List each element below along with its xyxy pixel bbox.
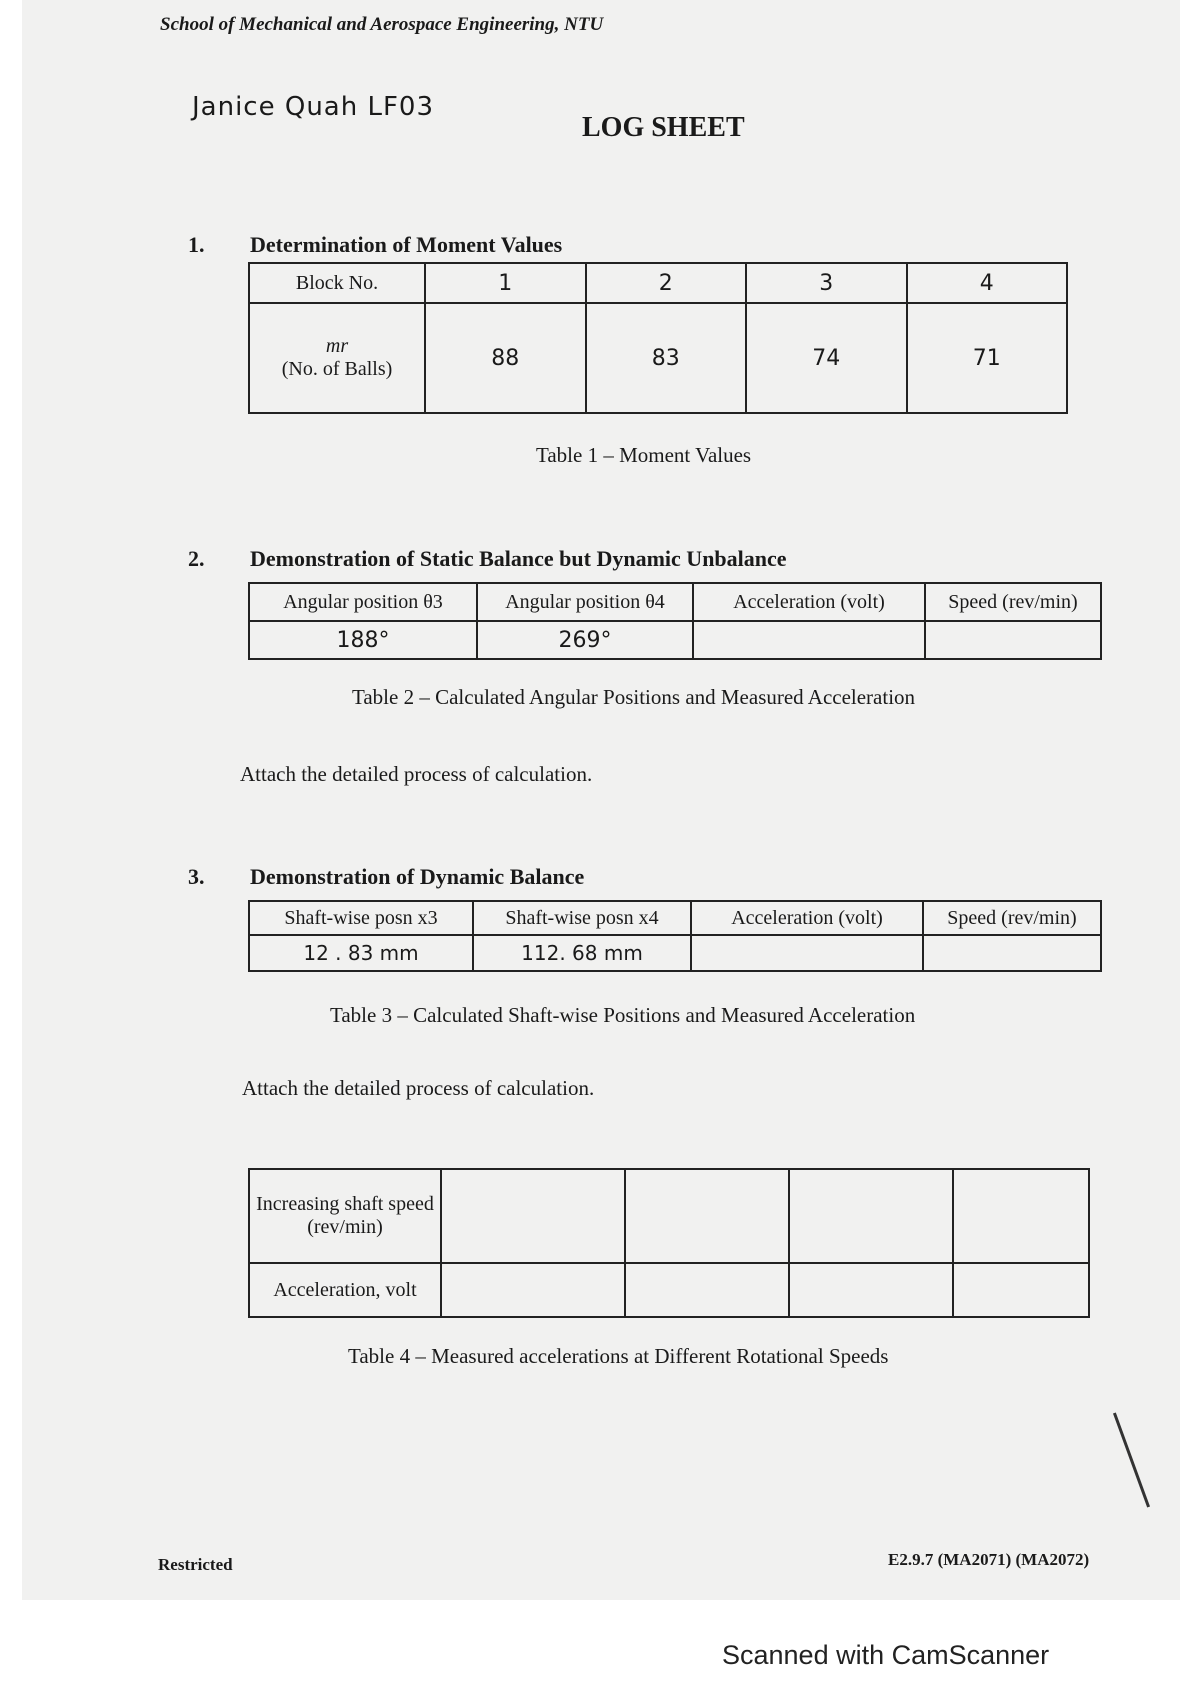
school-header: School of Mechanical and Aerospace Engineering, NTU [160, 14, 604, 35]
block-number-cell: 4 [907, 263, 1068, 303]
empty-cell [789, 1169, 953, 1263]
footer-course-code: E2.9.7 (MA2071) (MA2072) [888, 1550, 1090, 1569]
section-2-number: 2. [188, 546, 205, 571]
table-header-cell: Angular position θ4 [477, 583, 693, 621]
section-3-title: Demonstration of Dynamic Balance [250, 864, 585, 889]
theta3-value-cell: 188° [249, 621, 477, 659]
empty-cell [441, 1169, 625, 1263]
moment-value-cell: 71 [907, 303, 1068, 413]
x4-value-cell: 112. 68 mm [473, 935, 691, 971]
block-number-cell: 3 [746, 263, 907, 303]
table-header-cell: Acceleration (volt) [693, 583, 925, 621]
empty-cell [441, 1263, 625, 1317]
footer-restricted: Restricted [158, 1555, 233, 1574]
section-3-heading [188, 864, 584, 890]
table-header-cell: Speed (rev/min) [923, 901, 1101, 935]
student-name-handwritten: Janice Quah LF03 [192, 92, 435, 122]
moment-value-cell: 74 [746, 303, 907, 413]
accelerations-table [248, 1168, 1090, 1318]
attach-calculation-note: Attach the detailed process of calculation. [240, 762, 593, 786]
moment-value-cell: 88 [425, 303, 586, 413]
log-sheet-page [22, 0, 1180, 1600]
speed-value-cell [925, 621, 1101, 659]
empty-cell [953, 1169, 1089, 1263]
empty-cell [789, 1263, 953, 1317]
angular-positions-table [248, 582, 1102, 660]
block-number-cell: 2 [586, 263, 747, 303]
table-header-cell: Acceleration (volt) [691, 901, 923, 935]
table-4-caption: Table 4 – Measured accelerations at Different Rotational Speeds [348, 1344, 889, 1368]
camscanner-watermark: Scanned with CamScanner [722, 1640, 1050, 1670]
empty-cell [625, 1169, 789, 1263]
table-header-cell: Shaft-wise posn x4 [473, 901, 691, 935]
block-no-label: Block No. [249, 263, 425, 303]
acceleration-value-cell [693, 621, 925, 659]
section-1-heading [188, 232, 562, 258]
page-title: LOG SHEET [582, 112, 745, 143]
theta4-value-cell: 269° [477, 621, 693, 659]
block-number-cell: 1 [425, 263, 586, 303]
table-header-cell: Speed (rev/min) [925, 583, 1101, 621]
mr-symbol: mr [325, 335, 349, 357]
increasing-speed-label: Increasing shaft speed (rev/min) [249, 1169, 441, 1263]
moment-values-table [248, 262, 1068, 414]
section-1-title: Determination of Moment Values [250, 232, 563, 257]
table-3-caption: Table 3 – Calculated Shaft-wise Positions and Measured Acceleration [330, 1003, 916, 1027]
acceleration-volt-label: Acceleration, volt [249, 1263, 441, 1317]
table-1-caption: Table 1 – Moment Values [536, 443, 752, 467]
mr-label [249, 303, 425, 413]
section-3-number: 3. [188, 864, 205, 889]
empty-cell [953, 1263, 1089, 1317]
attach-calculation-note: Attach the detailed process of calculation. [242, 1076, 595, 1100]
acceleration-value-cell [691, 935, 923, 971]
section-2-heading [188, 546, 787, 572]
table-header-cell: Shaft-wise posn x3 [249, 901, 473, 935]
x3-value-cell: 12 . 83 mm [249, 935, 473, 971]
table-2-caption: Table 2 – Calculated Angular Positions and Measured Acceleration [352, 685, 916, 709]
section-2-title: Demonstration of Static Balance but Dynamic Unbalance [250, 546, 787, 571]
table-header-cell: Angular position θ3 [249, 583, 477, 621]
section-1-number: 1. [188, 232, 205, 257]
no-of-balls-label: (No. of Balls) [281, 358, 393, 380]
moment-value-cell: 83 [586, 303, 747, 413]
shaft-wise-positions-table [248, 900, 1102, 972]
speed-value-cell [923, 935, 1101, 971]
empty-cell [625, 1263, 789, 1317]
